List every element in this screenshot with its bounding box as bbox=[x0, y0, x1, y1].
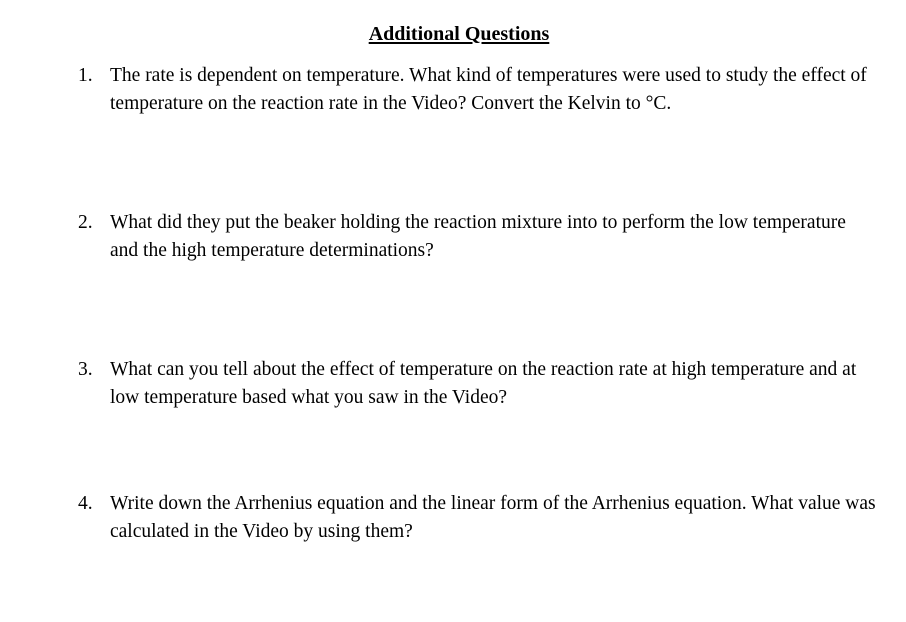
question-text: Write down the Arrhenius equation and the linear form of the Arrhenius equation. What value was calculated in the Video by using them? bbox=[110, 493, 876, 542]
question-text: The rate is dependent on temperature. What kind of temperatures were used to study the effect of temperature on the reaction rate in the Video? Convert the Kelvin to °C. bbox=[110, 65, 867, 114]
question-item-4 bbox=[78, 490, 878, 545]
question-number: 2. bbox=[78, 212, 93, 233]
question-number: 4. bbox=[78, 493, 93, 514]
question-number: 3. bbox=[78, 359, 93, 380]
question-text: What can you tell about the effect of temperature on the reaction rate at high temperature and at low temperature based what you saw in the Video? bbox=[110, 359, 857, 408]
question-number: 1. bbox=[78, 65, 93, 86]
question-item-2 bbox=[78, 209, 878, 264]
page-title: Additional Questions bbox=[368, 23, 550, 45]
question-item-1 bbox=[78, 62, 878, 117]
question-item-3 bbox=[78, 356, 878, 411]
question-text: What did they put the beaker holding the reaction mixture into to perform the low temperature and the high temperature determinations? bbox=[110, 212, 846, 261]
